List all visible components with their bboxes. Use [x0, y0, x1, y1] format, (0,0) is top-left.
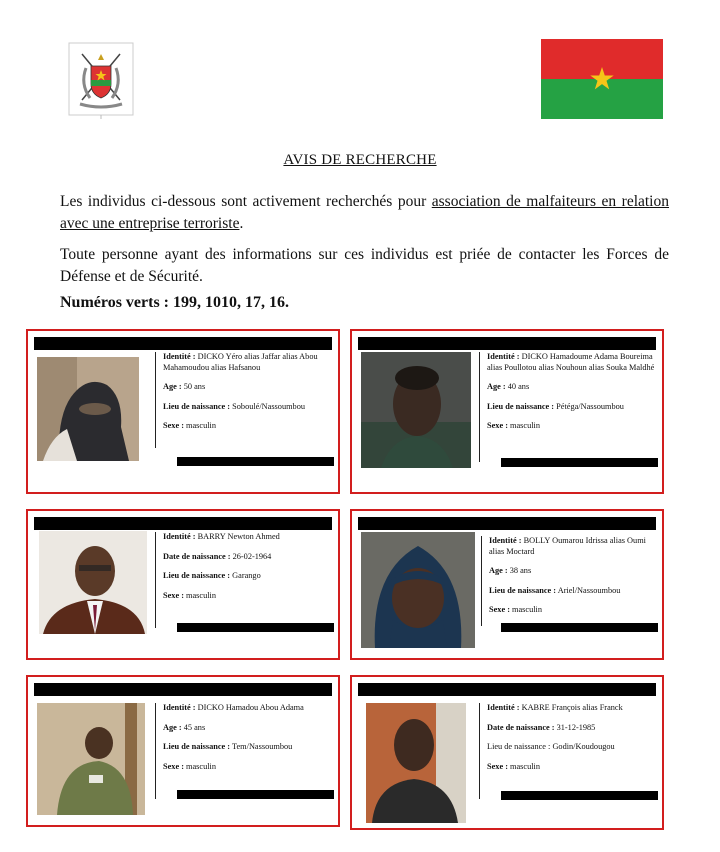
- suspect-info: Identité : BOLLY Oumarou Idrissa alias Oumi alias Moctard Age : 38 ans Lieu de naissance : Ariel/Nassoumbou Sexe : masculin: [481, 536, 661, 626]
- identite-value: KABRE François alias Franck: [521, 703, 623, 712]
- card-top-bar: [34, 517, 332, 530]
- suspect-photo: [39, 531, 147, 634]
- card-bottom-bar: [177, 623, 334, 632]
- identite-value: BOLLY Oumarou Idrissa alias Oumi alias Moctard: [489, 536, 646, 556]
- hotline-numbers: Numéros verts : 199, 1010, 17, 16.: [60, 294, 290, 311]
- coat-of-arms-emblem: [68, 42, 134, 120]
- suspect-photo: [361, 532, 475, 648]
- lieu-value: Pétéga/Nassoumbou: [556, 401, 624, 411]
- age-value: 45 ans: [183, 722, 206, 732]
- intro-paragraph: Les individus ci-dessous sont activement recherchés pour association de malfaiteurs en relation avec une entreprise terroriste.: [60, 193, 669, 232]
- charge-text: association de malfaiteurs en relation avec une entreprise terroriste: [60, 193, 669, 232]
- suspect-info: Identité : DICKO Hamadou Abou Adama Age : 45 ans Lieu de naissance : Tem/Nassoumbou Sexe : masculin: [155, 703, 335, 799]
- age-value: 50 ans: [183, 382, 206, 392]
- wanted-card: [26, 675, 340, 827]
- flag-bottom-band: [541, 79, 663, 119]
- lieu-value: Garango: [232, 571, 261, 581]
- suspect-photo: [361, 352, 471, 468]
- age-value: 38 ans: [509, 566, 532, 576]
- suspect-info: Identité : BARRY Newton Ahmed Date de naissance : 26-02-1964 Lieu de naissance : Garango Sexe : masculin: [155, 532, 335, 628]
- wanted-card: [350, 509, 664, 660]
- card-bottom-bar: [177, 457, 334, 466]
- card-top-bar: [34, 683, 332, 696]
- wanted-card: [26, 509, 340, 660]
- card-top-bar: [34, 337, 332, 350]
- suspect-photo: [366, 703, 466, 823]
- lieu-value: Godin/Koudougou: [552, 742, 615, 752]
- suspect-photo: [37, 357, 139, 461]
- card-top-bar: [358, 683, 656, 696]
- identite-value: DICKO Hamadoume Adama Boureima alias Poullotou alias Nouhoun alias Souka Maldhé: [487, 352, 655, 372]
- page-title: AVIS DE RECHERCHE: [283, 152, 437, 168]
- sexe-value: masculin: [510, 761, 541, 771]
- sexe-value: masculin: [186, 761, 217, 771]
- card-bottom-bar: [501, 623, 658, 632]
- suspect-info: Identité : KABRE François alias Franck Date de naissance : 31-12-1985 Lieu de naissance : Godin/Koudougou Sexe : masculin: [479, 703, 659, 799]
- card-bottom-bar: [177, 790, 334, 799]
- card-bottom-bar: [501, 791, 658, 800]
- sexe-value: masculin: [186, 590, 217, 600]
- burkina-faso-flag: [541, 39, 663, 119]
- identite-value: DICKO Yéro alias Jaffar alias Abou Mahamoudou alias Hafsanou: [163, 352, 318, 372]
- identite-value: BARRY Newton Ahmed: [197, 532, 280, 541]
- age-value: 40 ans: [507, 382, 530, 392]
- card-top-bar: [358, 517, 656, 530]
- lieu-value: Ariel/Nassoumbou: [557, 585, 621, 595]
- lieu-value: Tem/Nassoumbou: [232, 742, 293, 752]
- suspect-info: Identité : DICKO Hamadoume Adama Boureima alias Poullotou alias Nouhoun alias Souka Maldhé Age : 40 ans Lieu de naissance : Pétéga/Nassoumbou Sexe : masculin: [479, 352, 659, 462]
- sexe-value: masculin: [186, 421, 217, 431]
- wanted-card: [350, 329, 664, 494]
- card-top-bar: [358, 337, 656, 350]
- wanted-card: [350, 675, 664, 830]
- sexe-value: masculin: [512, 605, 543, 615]
- lieu-value: Soboulé/Nassoumbou: [232, 401, 305, 411]
- wanted-card: [26, 329, 340, 494]
- contact-paragraph: Toute personne ayant des informations sur ces individus est priée de contacter les Forces de Défense et de Sécurité.: [60, 246, 669, 285]
- suspect-photo: [37, 703, 145, 815]
- suspect-info: Identité : DICKO Yéro alias Jaffar alias Abou Mahamoudou alias Hafsanou Age : 50 ans Lieu de naissance : Soboulé/Nassoumbou Sexe : masculin: [155, 352, 335, 448]
- date-value: 31-12-1985: [556, 722, 596, 732]
- sexe-value: masculin: [510, 421, 541, 431]
- card-bottom-bar: [501, 458, 658, 467]
- identite-value: DICKO Hamadou Abou Adama: [197, 703, 304, 712]
- date-value: 26-02-1964: [232, 551, 272, 561]
